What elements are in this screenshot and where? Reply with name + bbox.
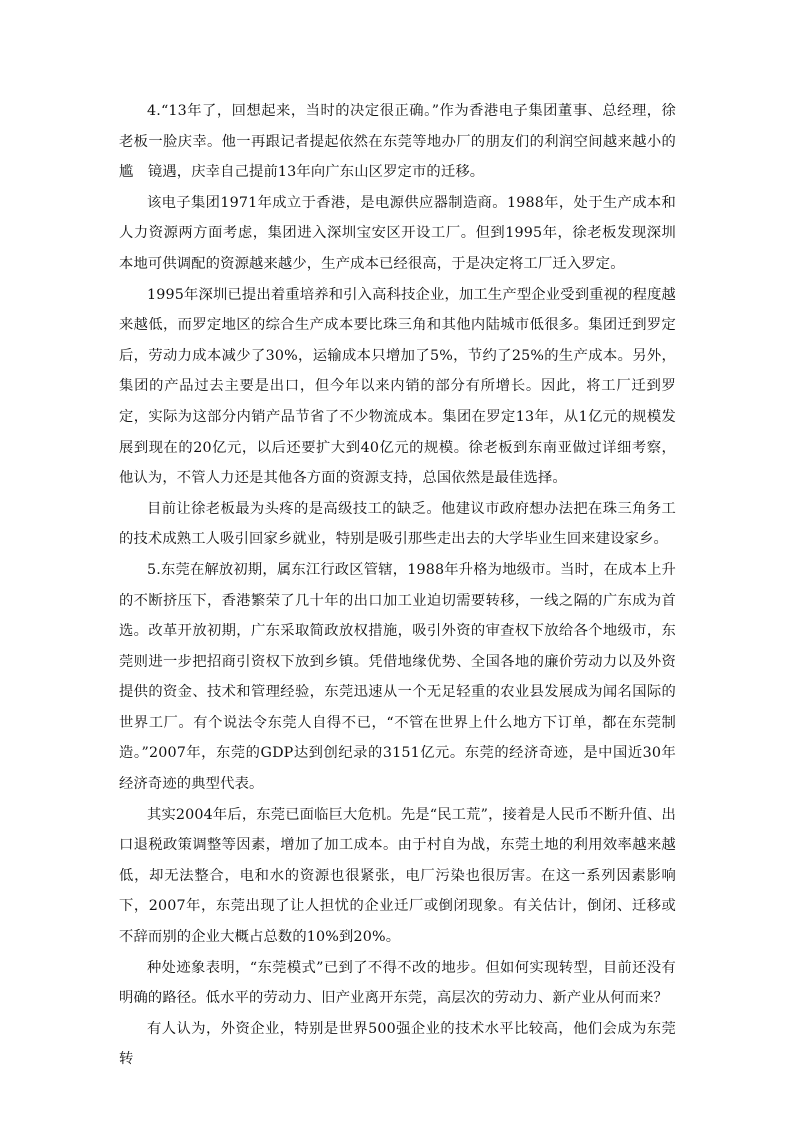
paragraph-shenzhen-1995: 1995年深圳已提出着重培养和引入高科技企业，加工生产型企业受到重视的程度越来越低，而罗定地区的综合生产成本要比珠三角和其他内陆城市低很多。集团迁到罗定后，劳动力成本减少了30%，运输成本只增加了5%，节约了25%的生产成本。另外，集团的产品过去主要是出口，但今年以来内销的部分有所增长。因此，将工厂迁到罗定，实际为这部分内销产品节省了不少物流成本。集团在罗定13年，从1亿元的规模发展到现在的20亿元，以后还要扩大到40亿元的规模。徐老板到东南亚做过详细考察，他认为，不管人力还是其他各方面的资源支持，总国依然是最佳选择。 <box>119 286 676 487</box>
paragraph-transformation: 种处迹象表明，“东莞模式”已到了不得不改的地步。但如何实现转型，目前还没有明确的路径。低水平的劳动力、旧产业离开东莞，高层次的劳动力、新产业从何而来？ <box>119 959 676 1007</box>
document-body <box>119 96 676 1075</box>
paragraph-skilled-workers: 目前让徐老板最为头疼的是高级技工的缺乏。他建议市政府想办法把在珠三角务工的技术成熟工人吸引回家乡就业，特别是吸引那些走出去的大学毕业生回来建设家乡。 <box>119 500 676 548</box>
paragraph-5-dongguan: 5.东莞在解放初期，属东江行政区管辖，1988年升格为地级市。当时，在成本上升的不断挤压下，香港繁荣了几十年的出口加工业迫切需要转移，一线之隔的广东成为首选。改革开放初期，广东采取简政放权措施，吸引外资的审查权下放给各个地级市，东莞则进一步把招商引资权下放到乡镇。凭借地缘优势、全国各地的廉价劳动力以及外资提供的资金、技术和管理经验，东莞迅速从一个无足轻重的农业县发展成为闻名国际的世界工厂。有个说法令东莞人自得不已，“不管在世界上什么地方下订单，都在东莞制造。”2007年，东莞的GDP达到创纪录的3151亿元。东莞的经济奇迹，是中国近30年经济奇迹的典型代表。 <box>119 561 676 793</box>
paragraph-4-intro: 4.“13年了，回想起来，当时的决定很正确。”作为香港电子集团董事、总经理，徐老板一脸庆幸。他一再跟记者提起依然在东莞等地办厂的朋友们的利润空间越来越小的尴 镜遇，庆幸自己提前13年向广东山区罗定市的迁移。 <box>119 103 676 181</box>
paragraph-foreign-enterprises: 有人认为，外资企业，特别是世界500强企业的技术水平比较高，他们会成为东莞转 <box>119 1020 676 1068</box>
paragraph-crisis-2004: 其实2004年后，东莞已面临巨大危机。先是“民工荒”，接着是人民币不断升值、出口退税政策调整等因素，增加了加工成本。由于村自为战，东莞土地的利用效率越来越低，却无法整合，电和水的资源也很紧张，电厂污染也很厉害。在这一系列因素影响下，2007年，东莞出现了让人担忧的企业迁厂或倒闭现象。有关估计，倒闭、迁移或不辞而别的企业大概占总数的10%到20%。 <box>119 806 676 946</box>
paragraph-group-history: 该电子集团1971年成立于香港，是电源供应器制造商。1988年，处于生产成本和人力资源两方面考虑，集团进入深圳宝安区开设工厂。但到1995年，徐老板发现深圳本地可供调配的资源越来越少，生产成本已经很高，于是决定将工厂迁入罗定。 <box>119 194 676 272</box>
